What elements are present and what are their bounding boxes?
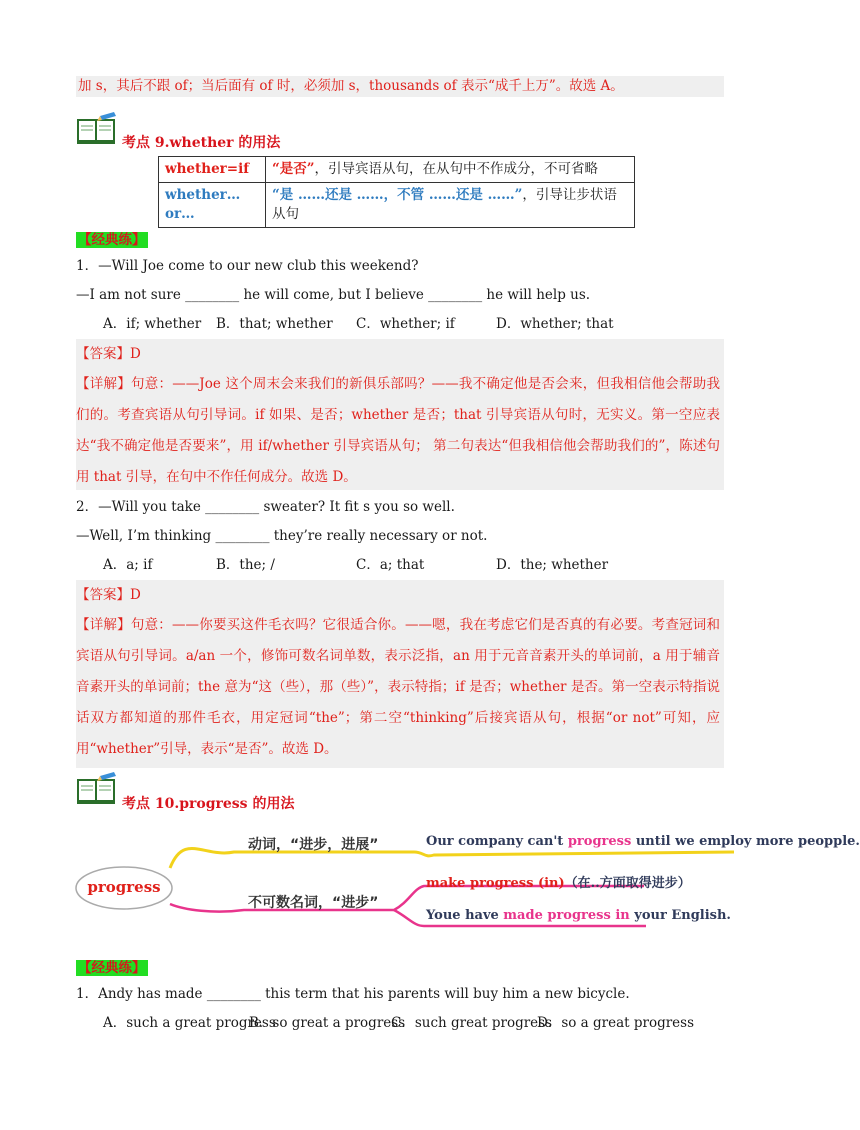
whether-usage-table: [158, 156, 635, 228]
answer-label: 【答案】D: [76, 587, 141, 603]
practice-tag: [76, 957, 148, 977]
branch-noun-example: Youe have made progress in your English.: [426, 908, 731, 923]
question-1-stem: 1．—Will Joe come to our new club this weekend?: [76, 258, 419, 274]
book-pen-icon: [76, 772, 120, 806]
table-desc-cell: “是否”，引导宾语从句，在从句中不作成分，不可省略: [266, 157, 635, 183]
progress-mindmap: [74, 822, 860, 940]
branch-verb-example: Our company can't progress until we employ more peopple.: [426, 834, 860, 849]
section10-title: 考点 10.progress 的用法: [122, 796, 295, 812]
mindmap-center-label: progress: [87, 878, 161, 896]
answer-explanation: 【详解】句意：——Joe 这个周末会来我们的新俱乐部吗？——我不确定他是否会来，但我相信他会帮助我们的。考查宾语从句引导词。if 如果、是否；whether 是否；that 引导宾语从句时，无实义。第一空应表达“我不确定他是否要来”，用 if/whether 引导宾语从句； 第二句表达“但我相信他会帮助我们的”，陈述句用 that 引导，在句中不作任何成分。故选 D。: [76, 376, 720, 485]
question-1-line2: —I am not sure ________ he will come, but I believe ________ he will help us.: [76, 287, 591, 303]
question-2-options: [103, 555, 608, 575]
table-desc-cell: “是 ……还是 ……，不管 ……还是 ……”，引导让步状语从句: [266, 183, 635, 228]
question-1-options: [103, 314, 614, 334]
branch-noun-label: 不可数名词，“进步”: [248, 895, 379, 911]
option-c: C．whether; if: [356, 316, 455, 332]
table-row: [159, 157, 635, 183]
option-b: B．the; /: [216, 557, 275, 573]
practice-tag-label: 【经典练】: [78, 232, 146, 248]
option-d: D．the; whether: [496, 557, 609, 573]
answer-continuation-text: 加 s，其后不跟 of；当后面有 of 时，必须加 s，thousands of 表示“成千上万”。故选 A。: [78, 78, 624, 94]
branch-verb-label: 动词，“进步，进展”: [248, 837, 379, 853]
option-c: C．a; that: [356, 557, 425, 573]
practice-tag: [76, 229, 148, 249]
option-d: D．whether; that: [496, 316, 614, 332]
table-term-cell: whether…or…: [159, 183, 266, 228]
question-2-line2: —Well, I’m thinking ________ they’re really necessary or not.: [76, 528, 488, 544]
option-b: B．that; whether: [216, 316, 333, 332]
question-2-answer-block: [76, 580, 724, 768]
option-c: C．such great progress: [391, 1015, 553, 1031]
section9-title: 考点 9.whether 的用法: [122, 135, 281, 151]
answer-explanation: 【详解】句意：——你要买这件毛衣吗？它很适合你。——嗯，我在考虑它们是否真的有必要。考查冠词和宾语从句引导词。a/an 一个，修饰可数名词单数，表示泛指，an 用于元音音素开头的单词前，a 用于辅音音素开头的单词前；the 意为“这（些），那（些）”，表示特指；if 是否；whether 是否。第一空表示特指说话双方都知道的那件毛衣，用定冠词“the”；第二空“thinking”后接宾语从句，根据“or not”可知，应用“whether”引导，表示“是否”。故选 D。: [76, 617, 720, 757]
table-row: [159, 183, 635, 228]
question-3-stem: 1．Andy has made ________ this term that his parents will buy him a new bicycle.: [76, 986, 630, 1002]
question-2-stem: 2．—Will you take ________ sweater? It fit s you so well.: [76, 499, 455, 515]
answer-label: 【答案】D: [76, 346, 141, 362]
option-b: B．so great a progress: [249, 1015, 406, 1031]
practice-tag-label: 【经典练】: [78, 960, 146, 976]
option-a: A．a; if: [103, 557, 153, 573]
table-term-cell: whether=if: [159, 157, 266, 183]
branch-noun-phrase: make progress (in)（在..方面取得进步）: [426, 876, 691, 891]
question-3-options: [103, 1013, 694, 1033]
option-a: A．such a great progress: [103, 1015, 276, 1031]
option-a: A．if; whether: [103, 316, 202, 332]
book-pen-icon: [76, 112, 120, 146]
answer-continuation-block: [76, 76, 724, 97]
option-d: D．so a great progress: [537, 1015, 695, 1031]
question-1-answer-block: [76, 339, 724, 490]
